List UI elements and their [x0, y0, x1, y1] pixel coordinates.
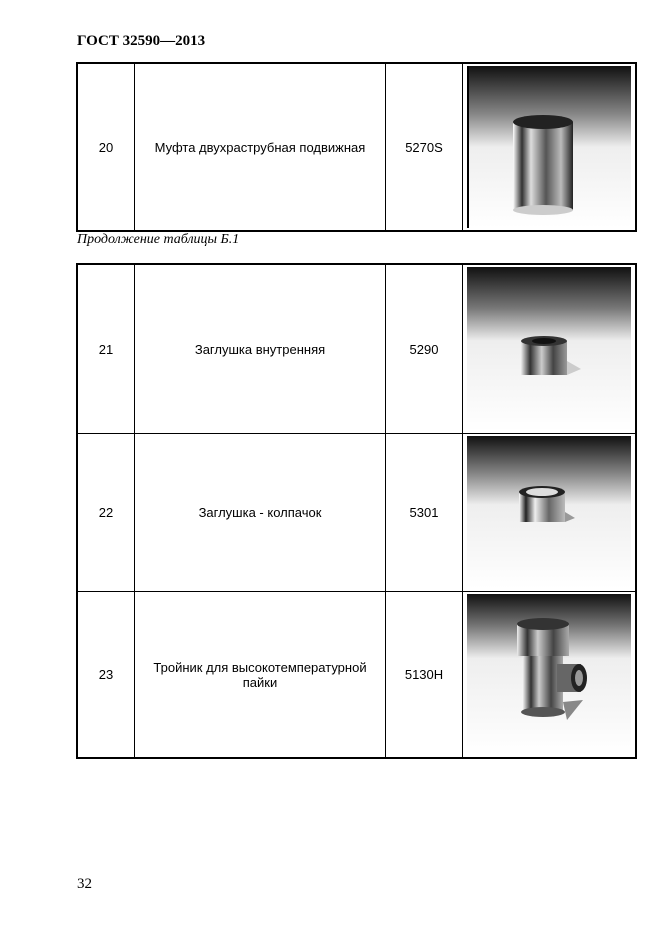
table-row — [77, 592, 636, 759]
item-code: 5301 — [386, 434, 463, 592]
table-row — [77, 63, 636, 231]
item-name: Муфта двухраструбная подвижная — [135, 63, 386, 231]
item-name: Заглушка внутренняя — [135, 264, 386, 434]
sleeve-coupling-photo — [463, 64, 635, 230]
item-name-line1: Тройник для высокотемпературной — [153, 659, 367, 675]
item-photo-cell — [463, 434, 637, 592]
inner-plug-photo — [463, 265, 635, 433]
item-name-line2: пайки — [242, 674, 278, 690]
item-code: 5290 — [386, 264, 463, 434]
page-number: 32 — [77, 876, 92, 892]
item-code: 5130H — [386, 592, 463, 759]
page-header: ГОСТ 32590—2013 — [77, 33, 206, 49]
item-number: 23 — [77, 592, 135, 759]
item-photo-cell — [463, 63, 637, 231]
cap-plug-photo — [463, 434, 635, 591]
item-name: Заглушка - колпачок — [135, 434, 386, 592]
item-number: 21 — [77, 264, 135, 434]
table-row — [77, 434, 636, 592]
item-name — [135, 592, 386, 759]
item-photo-cell — [463, 592, 637, 759]
item-code: 5270S — [386, 63, 463, 231]
item-number: 20 — [77, 63, 135, 231]
item-photo-cell — [463, 264, 637, 434]
item-number: 22 — [77, 434, 135, 592]
tee-fitting-photo — [463, 592, 635, 757]
table-row — [77, 264, 636, 434]
fittings-table-part2 — [76, 263, 637, 759]
table-caption: Продолжение таблицы Б.1 — [77, 232, 240, 247]
fittings-table-part1 — [76, 62, 637, 232]
